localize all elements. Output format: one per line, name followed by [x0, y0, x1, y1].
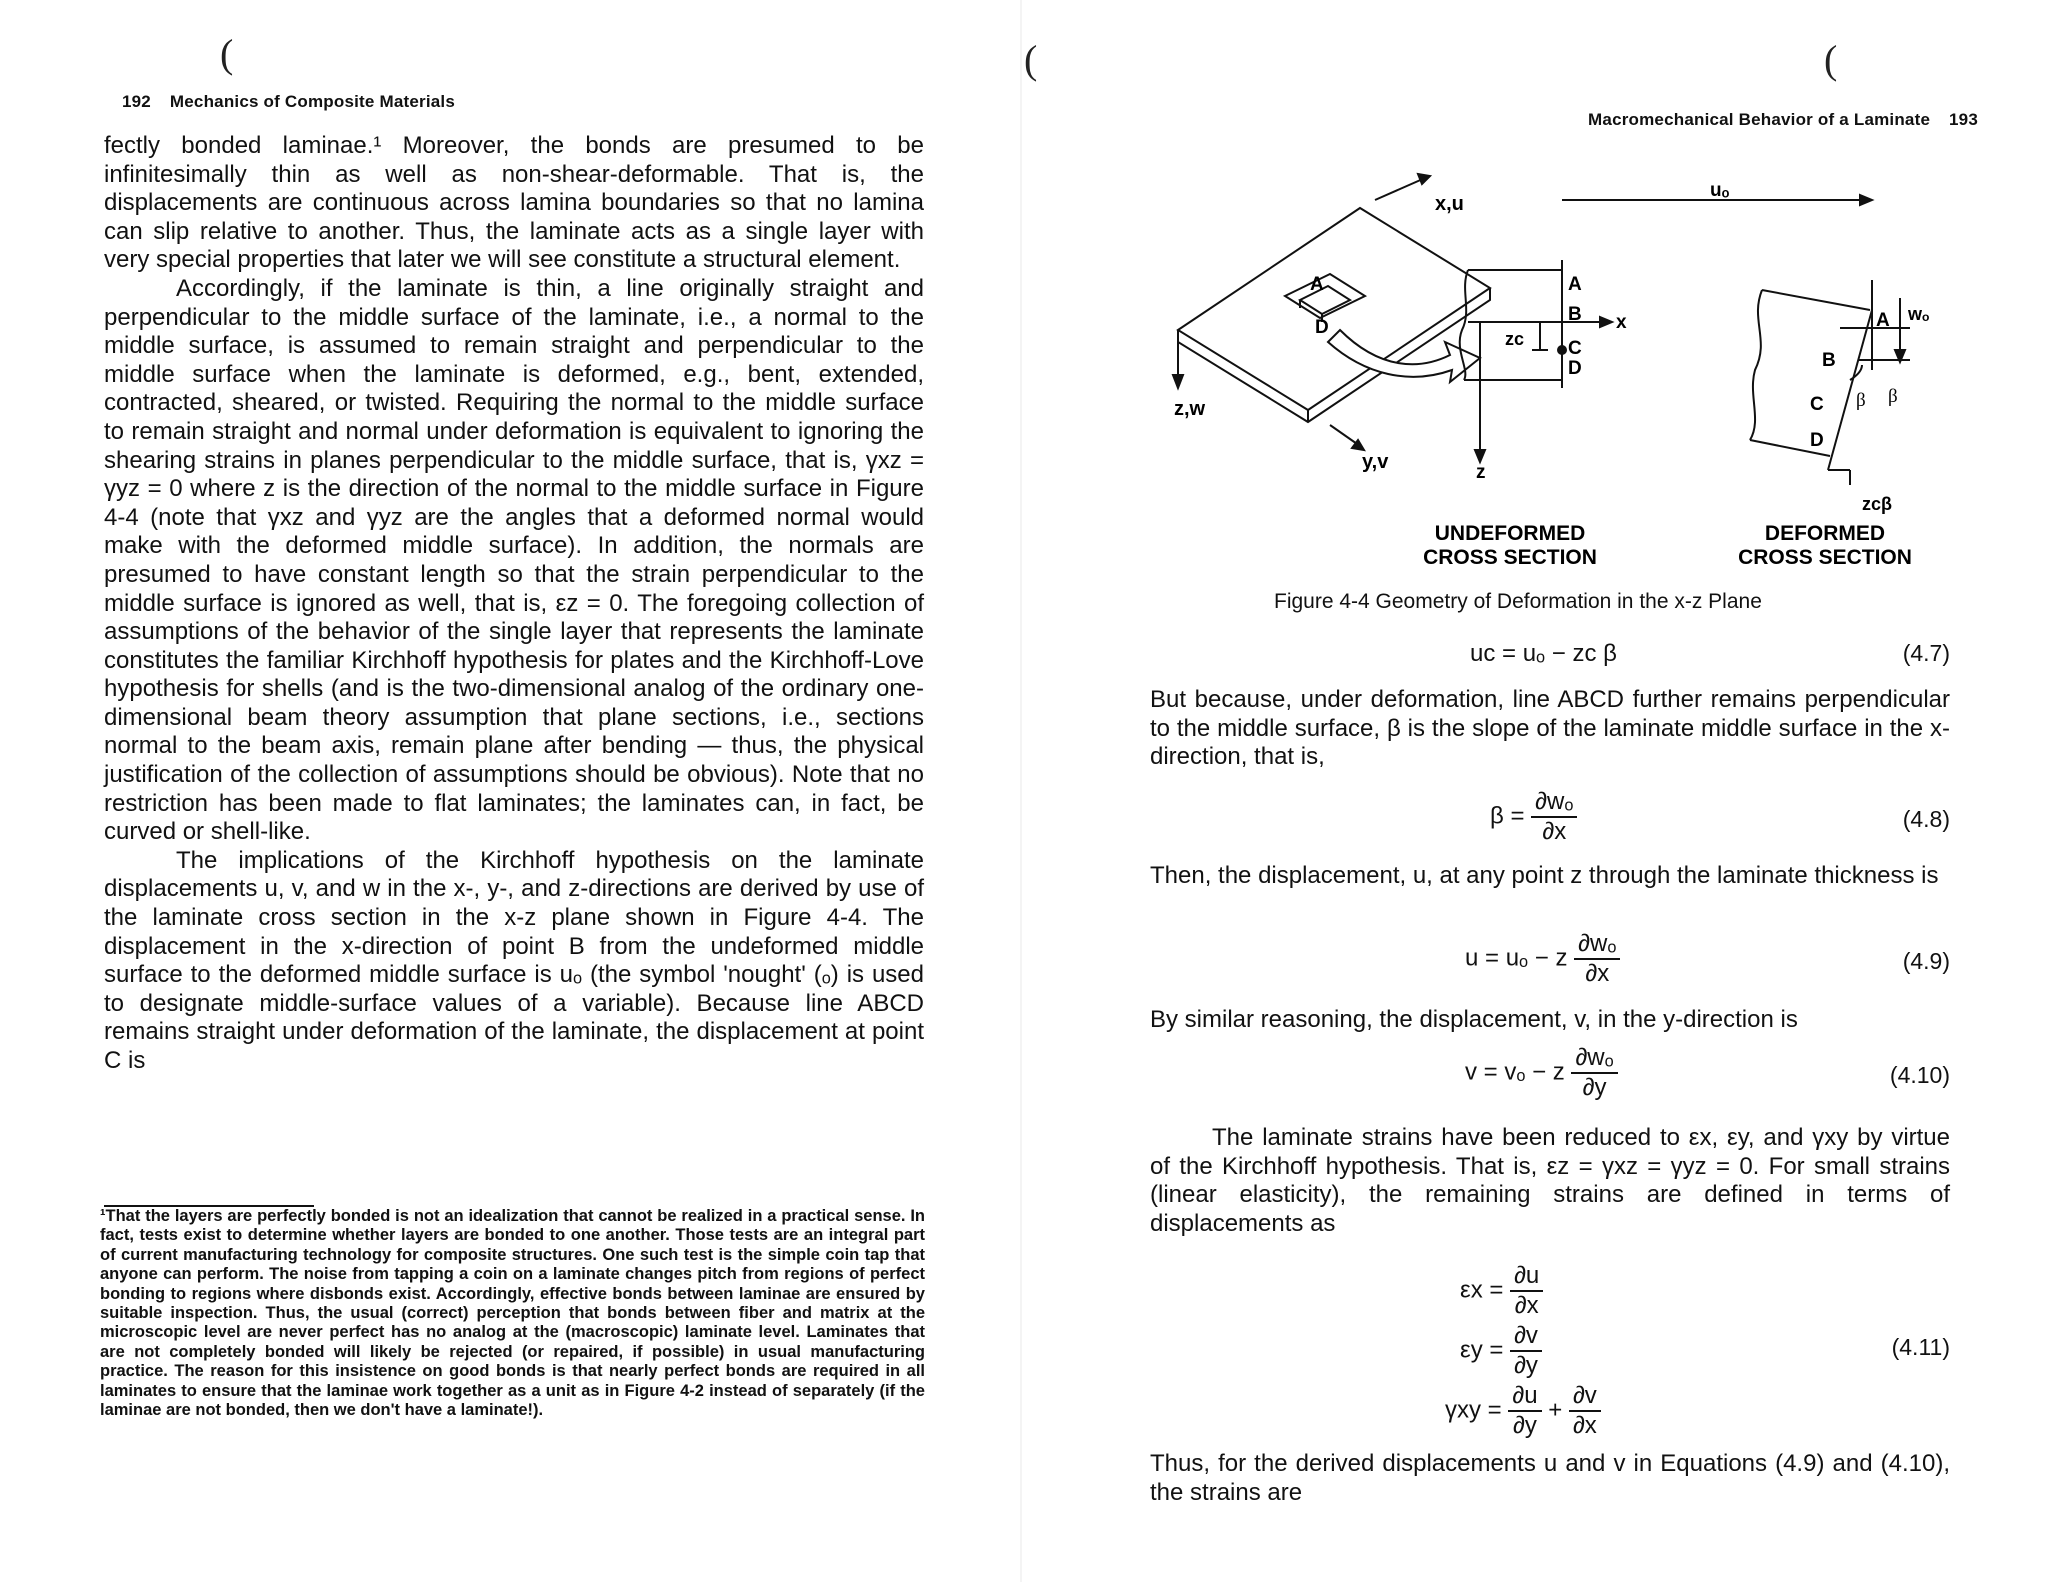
equation-4-10: [1150, 1044, 1950, 1108]
page-margin-mark: (: [1824, 37, 1838, 82]
text-paragraph-2: Then, the displacement, u, at any point z through the laminate thickness is: [1150, 862, 1939, 889]
eq-4-8-lhs: β =: [1490, 802, 1525, 830]
fig-label-xu: x,u: [1435, 193, 1464, 215]
fig-label-z: z: [1476, 462, 1486, 483]
left-page-number: 192: [122, 92, 151, 111]
eq-4-11-ey: [1460, 1322, 1542, 1380]
fig-label-a-deformed: A: [1876, 310, 1890, 331]
fig-label-x: x: [1616, 312, 1627, 333]
left-body-text: [104, 132, 924, 1076]
eq-4-10-number: (4.10): [1889, 1062, 1950, 1088]
eq-4-7-body: uc = uₒ − zc β: [1470, 640, 1617, 667]
eq-4-10-lhs: v = vₒ − z: [1465, 1058, 1565, 1086]
eq-4-11-gxy-num1: ∂u: [1508, 1382, 1541, 1412]
deformed-caption-2: CROSS SECTION: [1738, 546, 1912, 569]
left-running-title: Mechanics of Composite Materials: [169, 92, 455, 111]
figure-caption: Figure 4-4 Geometry of Deformation in the x-z Plane: [1274, 590, 1762, 613]
equation-4-11: [1150, 1262, 1950, 1442]
fig-label-zw: z,w: [1174, 398, 1206, 420]
text-paragraph-1: But because, under deformation, line ABCD further remains perpendicular to the middle surface, β is the slope of the laminate middle surface in the x-direction, that is,: [1150, 686, 1950, 771]
eq-4-9-denominator: ∂x: [1585, 960, 1610, 987]
eq-4-8-numerator: ∂wₒ: [1531, 788, 1577, 818]
fig-label-beta-1: β: [1856, 390, 1866, 411]
text-paragraph-5: Thus, for the derived displacements u and v in Equations (4.9) and (4.10), the strains are: [1150, 1450, 1950, 1506]
eq-4-11-ey-num: ∂v: [1510, 1322, 1542, 1352]
eq-4-11-ex: [1460, 1262, 1543, 1320]
eq-4-11-gxy-plus: +: [1548, 1396, 1563, 1424]
eq-4-11-ex-den: ∂x: [1514, 1292, 1539, 1319]
fig-label-d-deformed: D: [1810, 430, 1824, 451]
text-paragraph-4: The laminate strains have been reduced to εx, εy, and γxy by virtue of the Kirchhoff hypothesis. That is, εz = γxz = γyz = 0. For small strains (linear elasticity), the remaining strains are defined in terms of displacements as: [1150, 1124, 1950, 1237]
eq-4-11-ey-lhs: εy =: [1460, 1336, 1504, 1364]
text-paragraph-3: By similar reasoning, the displacement, v, in the y-direction is: [1150, 1006, 1798, 1033]
undeformed-caption-2: CROSS SECTION: [1423, 546, 1597, 569]
eq-4-11-ey-den: ∂y: [1514, 1352, 1538, 1379]
eq-4-10-numerator: ∂wₒ: [1571, 1044, 1617, 1074]
eq-4-9-lhs: u = uₒ − z: [1465, 944, 1568, 972]
eq-4-11-gxy-num2: ∂v: [1569, 1382, 1601, 1412]
deformed-caption-1: DEFORMED: [1764, 522, 1886, 545]
fig-label-c-deformed: C: [1810, 394, 1824, 415]
paragraph-2: Accordingly, if the laminate is thin, a line originally straight and perpendicular to the middle surface of the laminate, i.e., a normal to the middle surface, is assumed to remain straight and perpendicular to the middle surface when the laminate is deformed, e.g., bent, extended, contracted, sheared, or twisted. Requiring the normal to the middle surface to remain straight and normal under deformation is equivalent to ignoring the shearing strains in planes perpendicular to the middle surface, that is, γxz = γyz = 0 where z is the direction of the normal to the middle surface in Figure 4-4 (note that γxz and γyz are the angles that a deformed normal would make with the deformed middle surface). In addition, the normals are presumed to have constant length so that the strain perpendicular to the middle surface is ignored as well, that is, εz = 0. The foregoing collection of assumptions of the behavior of the single layer that represents the laminate constitutes the familiar Kirchhoff hypothesis for plates and the Kirchhoff-Love hypothesis for shells (and is the two-dimensional analog of the ordinary one-dimensional beam theory assumption that plane sections, i.e., sections normal to the beam axis, remain plane after bending — thus, the physical justification of the collection of assumptions should be obvious). Note that no restriction has been made to flat laminates; the laminates can, in fact, be curved or shell-like.: [104, 274, 924, 846]
eq-4-7-number: (4.7): [1902, 640, 1950, 666]
eq-4-11-ex-lhs: εx =: [1460, 1276, 1504, 1304]
eq-4-11-gxy: [1445, 1382, 1601, 1440]
page-margin-mark: (: [220, 31, 234, 76]
eq-4-9-fraction: [1574, 930, 1620, 988]
fig-label-zc: zc: [1505, 329, 1525, 349]
footnote: [100, 1207, 925, 1420]
undeformed-caption-1: UNDEFORMED: [1434, 522, 1586, 545]
eq-4-9-number: (4.9): [1902, 948, 1950, 974]
fig-label-b-deformed: B: [1822, 350, 1836, 371]
equation-4-8: [1150, 788, 1950, 852]
left-running-head: [122, 92, 455, 112]
fig-label-c: C: [1568, 338, 1582, 359]
eq-4-9-numerator: ∂wₒ: [1574, 930, 1620, 960]
figure-4-4: [1150, 170, 1940, 580]
eq-4-8-number: (4.8): [1902, 806, 1950, 832]
eq-4-11-number: (4.11): [1891, 1334, 1950, 1360]
eq-4-10-fraction: [1571, 1044, 1617, 1102]
footnote-text: ¹That the layers are perfectly bonded is not an idealization that cannot be realized in a practical sense. In fact, tests exist to determine whether layers are bonded to one another. Those tests are an integral part of current manufacturing technology for composite structures. One such test is the simple coin tap that anyone can perform. The noise from tapping a coin on a laminate changes pitch from regions of perfect bonding to regions where disbonds exist. Accordingly, effective bonds between laminae are ensured by suitable inspection. Thus, the usual (correct) perception that bonds between fiber and matrix at the microscopic level are never perfect has no analog at the (macroscopic) laminate level. Laminates that are not completely bonded will likely be rejected (or repaired, if possible) in usual manufacturing practice. The reason for this insistence on good bonds is that nearly perfect bonds are required in all laminates to ensure that the laminae work together as a unit as in Figure 4-2 instead of separately (if the laminae are not bonded, then we don't have a laminate!).: [100, 1207, 925, 1420]
fig-label-b: B: [1568, 304, 1582, 325]
paragraph-1: fectly bonded laminae.¹ Moreover, the bonds are presumed to be infinitesimally thin as well as non-shear-deformable. That is, the displacements are continuous across lamina boundaries so that no lamina can slip relative to another. Thus, the laminate acts as a single layer with very special properties that later we will see constitute a structural element.: [104, 132, 924, 274]
page-gutter: [1020, 0, 1022, 1582]
fig-label-zcbeta: zcβ: [1862, 494, 1892, 514]
right-running-title: Macromechanical Behavior of a Laminate: [1588, 110, 1931, 129]
equation-4-9: [1150, 930, 1950, 994]
eq-4-8-fraction: [1531, 788, 1577, 846]
page-margin-mark: (: [1024, 37, 1038, 82]
fig-label-a: A: [1568, 274, 1582, 295]
eq-4-11-gxy-den2: ∂x: [1572, 1412, 1597, 1439]
eq-4-10-denominator: ∂y: [1582, 1074, 1607, 1101]
fig-label-uo: uₒ: [1710, 180, 1730, 201]
laminate-plate-drawing: [1173, 174, 1490, 450]
eq-4-11-gxy-den1: ∂y: [1513, 1412, 1537, 1439]
eq-4-8-denominator: ∂x: [1542, 818, 1567, 845]
right-running-head: [1588, 110, 1978, 130]
fig-label-d-plate: D: [1315, 317, 1329, 338]
fig-label-d: D: [1568, 358, 1582, 379]
eq-4-11-gxy-lhs: γxy =: [1445, 1396, 1502, 1424]
right-page-number: 193: [1949, 110, 1978, 129]
paragraph-3: The implications of the Kirchhoff hypothesis on the laminate displacements u, v, and w in the x-, y-, and z-directions are derived by use of the laminate cross section in the x-z plane shown in Figure 4-4. The displacement in the x-direction of point B from the undeformed middle surface to the deformed middle surface is uₒ (the symbol 'nought' (ₒ) is used to designate middle-surface values of a variable). Because line ABCD remains straight under deformation of the laminate, the displacement at point C is: [104, 846, 924, 1074]
equation-4-7: [1150, 640, 1950, 670]
fig-label-a-plate: A: [1310, 274, 1324, 295]
fig-label-yv: y,v: [1362, 451, 1389, 473]
eq-4-11-ex-num: ∂u: [1510, 1262, 1543, 1292]
fig-label-wo: wₒ: [1908, 304, 1930, 324]
fig-label-beta-2: β: [1888, 386, 1898, 407]
